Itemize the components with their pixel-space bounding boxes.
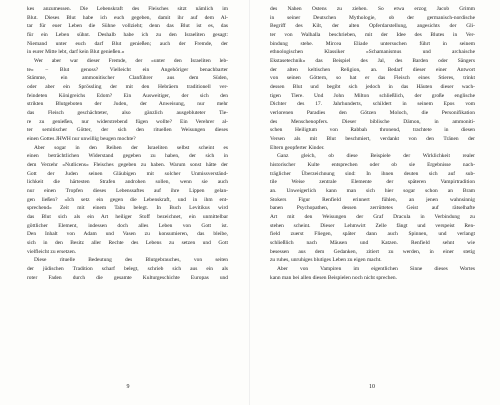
- text-line: der alten keltischen Religion, an. Bedarf dieser einer Antwort: [270, 66, 475, 73]
- text-line: bindung stehe. Mircea Eliade untersuchen führt in seinem: [270, 40, 475, 47]
- text-line: kann man bei allen diesen Beispielen noch nicht sprechen.: [270, 274, 397, 281]
- left-text-block: [27, 5, 228, 283]
- text-line: Begriff des Kilt, der alten Opferdarstellung, angesichts der Gli-: [270, 23, 475, 30]
- text-line: an. Unweigerlich kann man sich hier sogar schon an Bram: [270, 188, 475, 195]
- text-line: sprechend« Zeit mit einem Tabu belegt. In Buch Levitikus wird: [27, 205, 228, 212]
- text-line: kes anzumessen. Die Lebenskraft des Fleisches sitzt nämlich im: [27, 6, 228, 12]
- text-line: dessen Blut und begibt sich jedoch in das Häuten dieser wach-: [270, 84, 475, 91]
- text-line: besessen aus dem Gedanken, zitiert zu werden, in einer stetig: [270, 248, 475, 255]
- right-text-block: [270, 5, 475, 283]
- text-line: stehen scheint. Dieser Lehmwirt Zelle fängt und verspeist Ren-: [270, 222, 475, 229]
- text-line: strikten Blutgeboten der Juden, der Anweisung, nur mehr: [27, 101, 228, 108]
- text-line: Versen als mit Blut beschmiert, verdankt von den Tränen der: [270, 136, 475, 143]
- text-line: tile Weise zentrale Elemente der späteren Vampirtradition: [270, 179, 475, 186]
- text-line: roter Faden durch die gesamte Kulturgeschichte Europas und: [27, 274, 228, 281]
- text-line: göttlicher Element, indessen doch alles Leben von Gott ist.: [27, 222, 228, 229]
- text-line: schen Heiligtum von Rabbah thronend, trachtete in diesen: [270, 127, 475, 134]
- text-line: das Blut sich als ein Art heiliger Stoff bezeichnet, ein unmittelbar: [27, 214, 228, 221]
- text-line: in seiner Deutschen Mythologie, ob der germanisch-nordische: [270, 14, 475, 21]
- text-line: Stämme, ein ammonitischer Clanführer aus dem Süden,: [27, 75, 228, 82]
- text-line: Eltern geopferter Kinder.: [270, 144, 325, 151]
- text-line: Ganz gleich, ob diese Beispiele der Wirklichkeit realer: [277, 153, 475, 160]
- text-line: zu ruhes, unruhiges blutiges Leben zu eigen macht.: [270, 257, 382, 264]
- left-page-number: 9: [126, 384, 130, 390]
- text-line: Wer aber war dieser Fremde, der »unter den Israeliten leb-: [34, 58, 228, 65]
- text-line: Den Inhalt von Adam und Vasen zu konsumieren, das bleibe,: [27, 231, 228, 238]
- text-line: Blut. Dieses Blut habe ich euch gegeben, damit ihr auf dem Al-: [27, 14, 228, 21]
- text-line: gen ließen? »Ich setz ein gegen die Lebenskraft, und in ihm ent-: [27, 196, 228, 203]
- text-line: das Fleisch geschächteter, also gänzlich ausgebluteter Tie-: [27, 110, 228, 117]
- text-line: oder aber ein Sprössling der mit den Hebräern traditionell ver-: [27, 84, 228, 91]
- text-line: lichkeit die härtesten Strafen androhen sollen, wenn sie auch: [27, 179, 228, 186]
- text-line: der jüdischen Tradition scharf belegt, schrieb sich aus ein als: [27, 266, 228, 273]
- text-line: in eurer Mitte lebt, darf kein Blut genießen.«: [27, 49, 125, 56]
- text-line: historischer Kulte entsprechen oder ob sie Ergebnisse nach-: [270, 162, 475, 169]
- text-line: ter von Walhalla beschrieben, mit der Idee des Blutes in Ver-: [270, 32, 475, 39]
- text-line: Gott der Juden seinen Gläubigen mit solcher Unmissverständ-: [27, 170, 228, 177]
- text-line: nur einen Tropfen dieses Lebenssaftes auf ihre Lippen gelan-: [27, 188, 228, 195]
- text-line: feindeten Königreichs Edom? Ein Ausweitiger, der sich den: [27, 92, 228, 99]
- text-line: Ekstasetechnik« das Beispiel des Jal, des Barden oder Sängers: [270, 58, 475, 65]
- text-line: vielfleicht zu ersetzen.: [27, 248, 77, 255]
- text-line: schließlich nach Mäusen und Katzen. Renfield sehnt wie: [270, 240, 475, 247]
- text-line: Art mit den Weisungen der Graf Dracula in Verbindung zu: [270, 214, 475, 221]
- text-line: Aber sogar in den Reihen der Israeliten selbst scheint es: [34, 144, 228, 151]
- right-page-number: 10: [369, 384, 375, 390]
- text-line: verlorenen Paradies den Götzen Moloch, die Personifikation: [270, 110, 475, 117]
- text-line: für ein Leben sühnt. Deshalb habe ich zu den Israeliten gesagt:: [27, 32, 228, 39]
- text-line: dem Verzehr »Nutlicens« Fleisches gegeben zu haben. Warum sonst hätte der: [27, 162, 228, 169]
- text-line: ter semitischer Götter, der sich den rituellen Weisungen dieses: [27, 127, 228, 134]
- text-line: Diese rituelle Bedeutung des Blutgebrauches, von seiten: [34, 257, 228, 264]
- text-line: te« – Blut genoss? Vielleicht ein Angehöriger benachbarter: [27, 66, 228, 73]
- right-page: [250, 0, 500, 405]
- text-line: des Menschenopfers. Dieser biblische Dämon, in ammoniti-: [270, 118, 475, 125]
- text-line: sich in den Besitz aller Rechte des Lebens zu setzen und Gott: [27, 240, 228, 247]
- text-line: einen Gottes JHWH nur unwillig beugen mochte?: [27, 136, 136, 143]
- text-line: field zuerst Fliegen, später dann auch Spinnen, und verlangt: [270, 231, 475, 238]
- text-line: Aber von Vampiren im eigentlichen Sinne dieses Wortes: [277, 266, 475, 273]
- text-line: Dichter des 17. Jahrhunderts, schildert in seinem Epos vom: [270, 101, 475, 108]
- text-line: ethnologischen Klassiker »Schamanismus und archaische: [270, 49, 475, 56]
- text-line: tigen Tiere. Und John Milton schließlich, der große englische: [270, 92, 475, 99]
- text-line: des Nahen Ostens zu ziehen. So etwa erzog Jacob Grimm: [270, 6, 475, 12]
- text-line: einen beträchtlichen Widerstand gegeben zu haben, der sich in: [27, 153, 228, 160]
- text-line: banen Psychopathen, dessen zerrüttetes Geist auf rätselhafte: [270, 205, 475, 212]
- text-line: träglicher Überzeichnung sind: In ihnen deuten sich auf sub-: [270, 170, 475, 177]
- text-line: Stokers Figur Renfield erinnert fühlen, an jenen wahnsinnig: [270, 196, 475, 203]
- text-line: re zu genießen, nur widerstrebend fügen wollte? Ein Verehrer al-: [27, 118, 228, 125]
- text-line: von seinen Göttern, so hat er das Fleisch eines Stieres, trinkt: [270, 75, 475, 82]
- text-line: Niemand unter euch darf Blut genießen; auch der Fremde, der: [27, 40, 228, 47]
- text-line: tar für euer Leben die Sühne vollzieht; denn das Blut ist es, das: [27, 23, 228, 30]
